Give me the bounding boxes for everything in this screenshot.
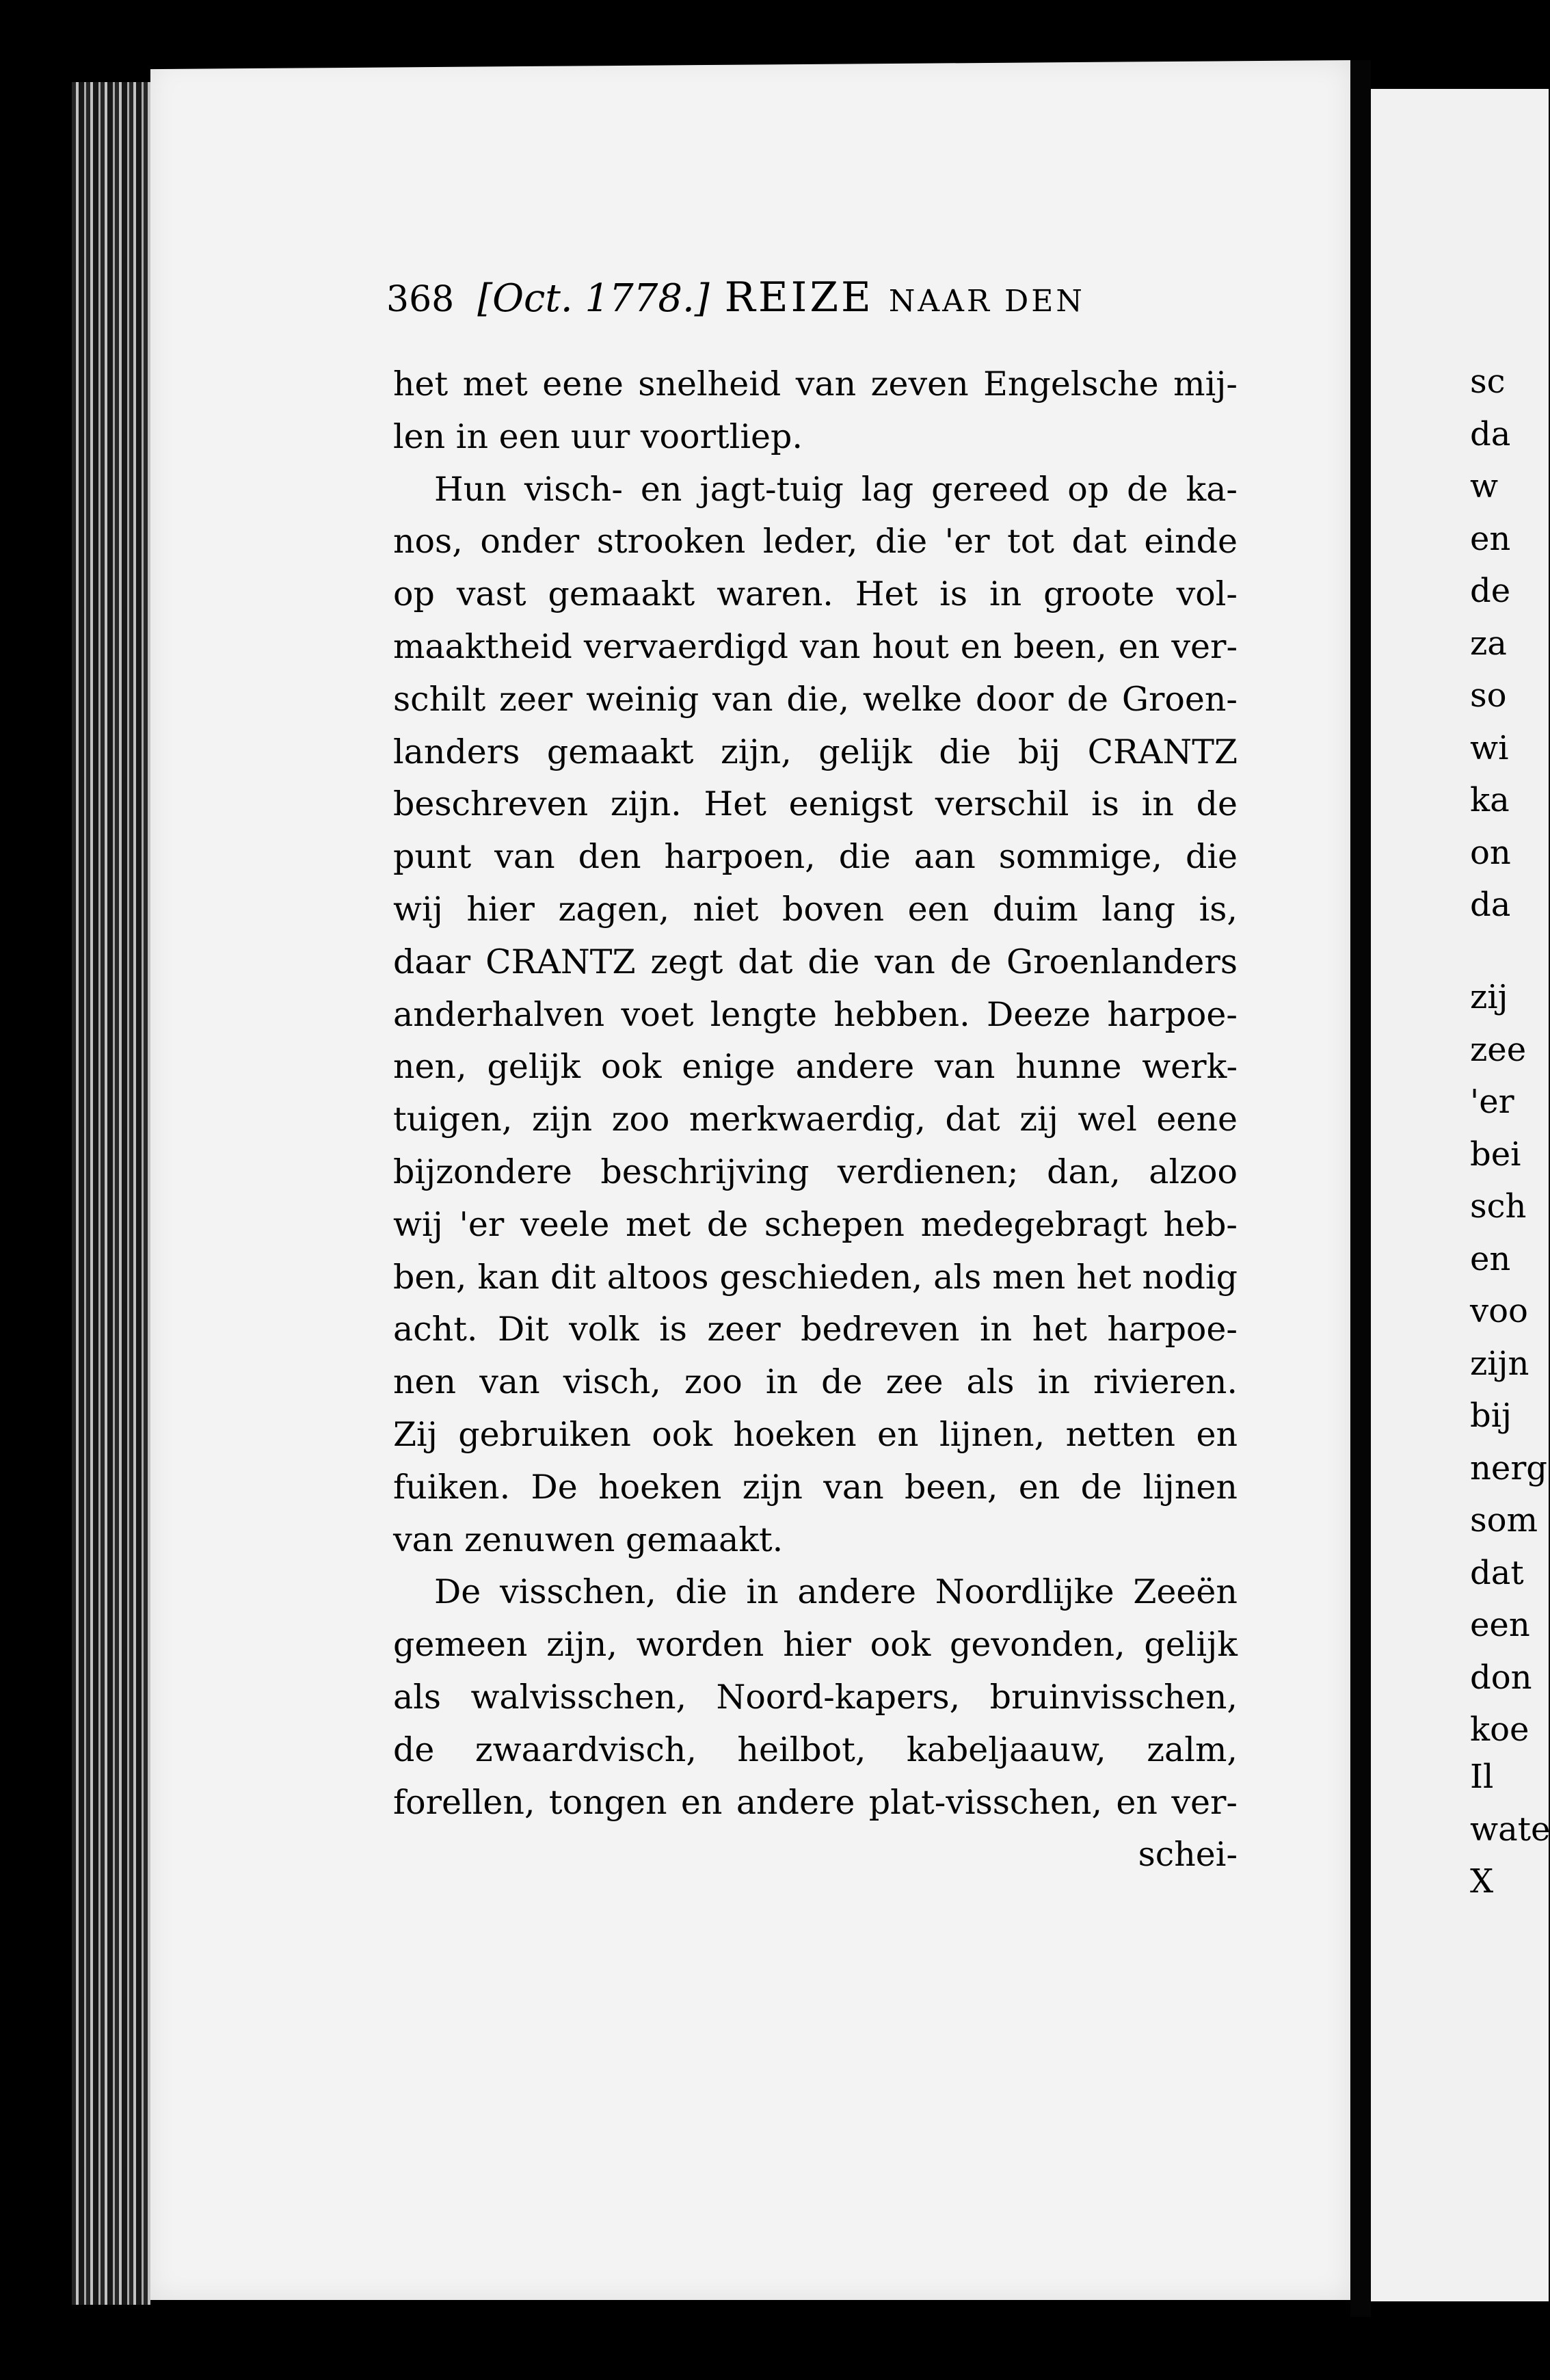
body-text [393, 358, 1238, 1881]
fragment: en [1470, 519, 1511, 558]
text-line: als walvisschen, Noord-kapers, bruinvisschen, [393, 1677, 1238, 1717]
text-line: len in een uur voortliep. [393, 416, 803, 456]
fragment: nerg [1470, 1449, 1547, 1488]
running-header [386, 274, 1159, 321]
text-line: fuiken. De hoeken zijn van been, en de lijnen [393, 1467, 1238, 1507]
fragment: koe [1470, 1710, 1529, 1749]
book-gutter [1350, 60, 1371, 2317]
facing-page-text-middle [1470, 971, 1547, 1756]
fragment: zij [1470, 978, 1508, 1016]
text-line: acht. Dit volk is zeer bedreven in het harpoe- [393, 1310, 1238, 1349]
text-line: nen van visch, zoo in de zee als in rivieren. [393, 1362, 1238, 1402]
fragment: ka [1470, 781, 1510, 819]
text-line: het met eene snelheid van zeven Engelsche mij- [393, 365, 1238, 404]
fragment: za [1470, 624, 1507, 663]
fragment: voo [1470, 1292, 1528, 1330]
text-line: ben, kan dit altoos geschieden, als men het nodig [393, 1257, 1238, 1297]
fragment: som [1470, 1501, 1538, 1539]
text-line: maaktheid vervaerdigd van hout en been, en ver- [393, 626, 1238, 666]
fragment: da [1470, 886, 1511, 924]
text-line: de zwaardvisch, heilbot, kabeljaauw, zalm, [393, 1730, 1238, 1769]
fragment: X [1470, 1862, 1494, 1901]
fragment: zee [1470, 1030, 1527, 1069]
fragment: zijn [1470, 1344, 1529, 1383]
facing-page-text-top [1470, 356, 1541, 931]
text-line: punt van den harpoen, die aan sommige, die [393, 837, 1238, 877]
text-line: tuigen, zijn zoo merkwaerdig, dat zij wel eene [393, 1100, 1238, 1139]
fragment: sch [1470, 1187, 1527, 1226]
text-line: forellen, tongen en andere plat-visschen, en ver- [393, 1782, 1238, 1822]
fragment: on [1470, 833, 1511, 872]
fragment: wi [1470, 728, 1509, 767]
header-title-continued: NAAR DEN [888, 284, 1085, 319]
text-line: wij 'er veele met de schepen medegebragt heb- [393, 1204, 1238, 1244]
text-line: anderhalven voet lengte hebben. Deeze harpoe- [393, 994, 1238, 1034]
fragment: da [1470, 414, 1511, 453]
facing-page-text-bottom [1470, 1751, 1550, 1908]
text-line: daar CRANTZ zegt dat die van de Groenlanders [393, 942, 1238, 981]
text-line: gemeen zijn, worden hier ook gevonden, gelijk [393, 1625, 1238, 1665]
fragment: 'er [1470, 1083, 1514, 1121]
text-line: Zij gebruiken ook hoeken en lijnen, netten en [393, 1414, 1238, 1454]
fragment: so [1470, 676, 1507, 715]
fragment: de [1470, 572, 1511, 610]
header-title: REIZE [724, 274, 874, 321]
text-line: van zenuwen gemaakt. [393, 1520, 784, 1559]
text-line: nen, gelijk ook enige andere van hunne werk- [393, 1047, 1238, 1087]
text-line: wij hier zagen, niet boven een duim lang is, [393, 889, 1238, 929]
page-number: 368 [386, 279, 455, 320]
text-line: beschreven zijn. Het eenigst verschil is in de [393, 784, 1238, 824]
fragment: bij [1470, 1397, 1512, 1435]
text-line: Hun visch- en jagt-tuig lag gereed op de ka- [434, 469, 1238, 509]
text-line: nos, onder strooken leder, die 'er tot dat einde [393, 522, 1238, 561]
fragment: sc [1470, 362, 1506, 401]
header-date: [Oct. 1778.] [477, 276, 710, 321]
fragment: en [1470, 1239, 1511, 1278]
fragment: don [1470, 1658, 1532, 1697]
fragment: bei [1470, 1135, 1521, 1174]
fragment: dat [1470, 1553, 1524, 1592]
page-edges [72, 82, 150, 2305]
fragment: w [1470, 467, 1499, 505]
text-line: landers gemaakt zijn, gelijk die bij CRANTZ [393, 732, 1238, 771]
catchword: schei- [1138, 1835, 1238, 1875]
text-line: De visschen, die in andere Noordlijke Zeeën [434, 1572, 1238, 1612]
text-line: op vast gemaakt waren. Het is in groote vol- [393, 574, 1238, 614]
fragment: wate [1470, 1810, 1550, 1849]
text-line: bijzondere beschrijving verdienen; dan, alzoo [393, 1152, 1238, 1191]
fragment: Il [1470, 1758, 1494, 1796]
fragment: een [1470, 1606, 1530, 1644]
text-line: schilt zeer weinig van die, welke door de Groen- [393, 679, 1238, 719]
